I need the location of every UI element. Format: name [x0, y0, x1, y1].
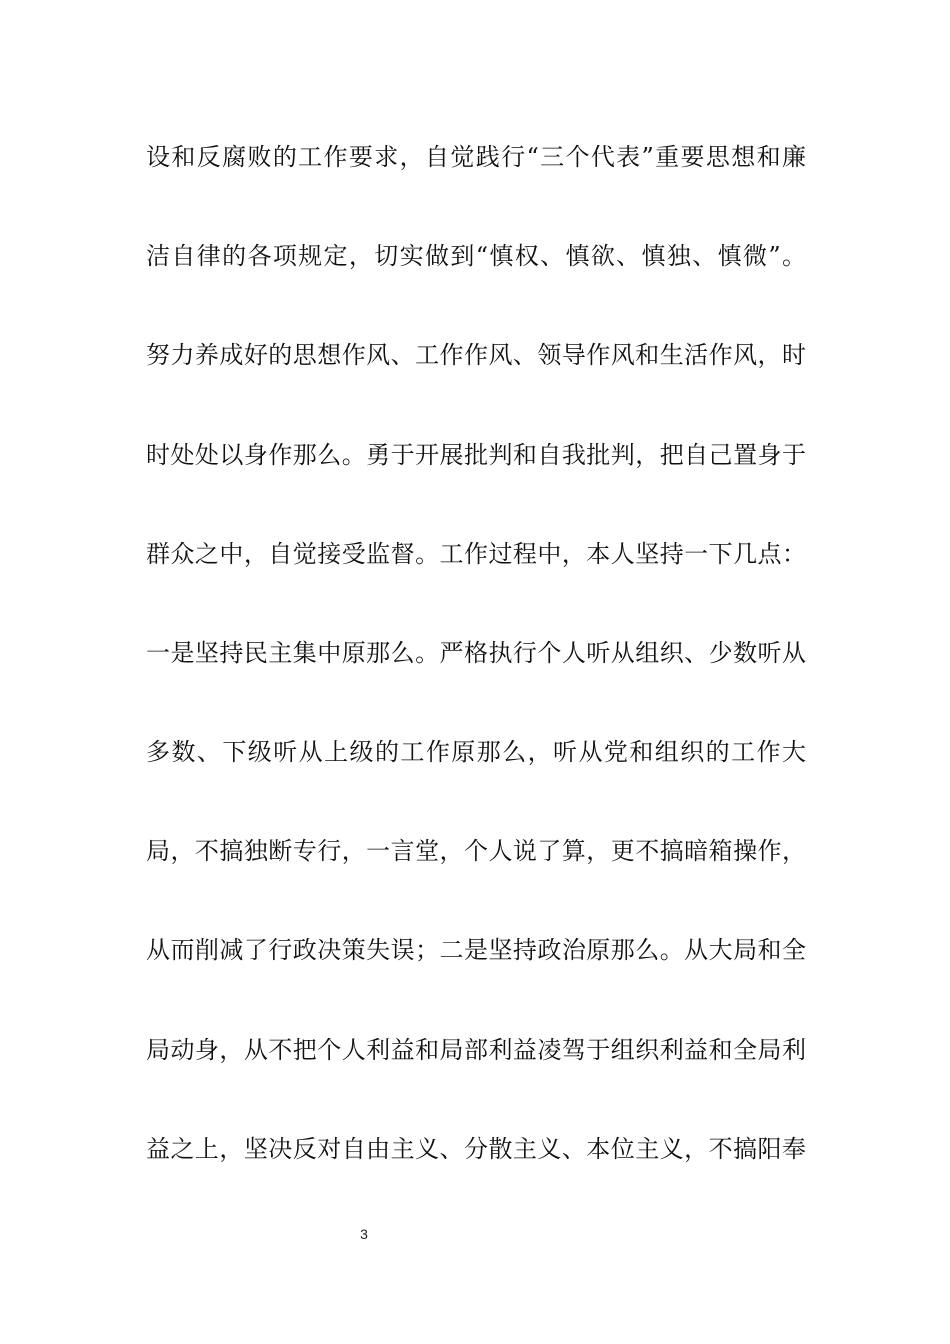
page-number: 3: [360, 1226, 368, 1242]
text-line-3: 努力养成好的思想作风、工作作风、领导作风和生活作风，时: [146, 341, 806, 369]
text-line-8: 局，不搞独断专行，一言堂，个人说了算，更不搞暗箱操作，: [146, 837, 806, 865]
text-line-5: 群众之中，自觉接受监督。工作过程中，本人坚持一下几点：: [146, 540, 806, 568]
text-line-1: 设和反腐败的工作要求，自觉践行“三个代表”重要思想和廉: [146, 143, 806, 171]
text-line-9: 从而削减了行政决策失误；二是坚持政治原那么。从大局和全: [146, 936, 806, 964]
text-line-7: 多数、下级听从上级的工作原那么，听从党和组织的工作大: [146, 738, 806, 766]
text-line-4: 时处处以身作那么。勇于开展批判和自我批判，把自己置身于: [146, 441, 806, 469]
text-line-11: 益之上，坚决反对自由主义、分散主义、本位主义，不搞阳奉: [146, 1135, 806, 1163]
text-line-2: 洁自律的各项规定，切实做到“慎权、慎欲、慎独、慎微”。: [146, 242, 806, 270]
text-line-10: 局动身，从不把个人利益和局部利益凌驾于组织利益和全局利: [146, 1036, 806, 1064]
text-line-6: 一是坚持民主集中原那么。严格执行个人听从组织、少数听从: [146, 639, 806, 667]
